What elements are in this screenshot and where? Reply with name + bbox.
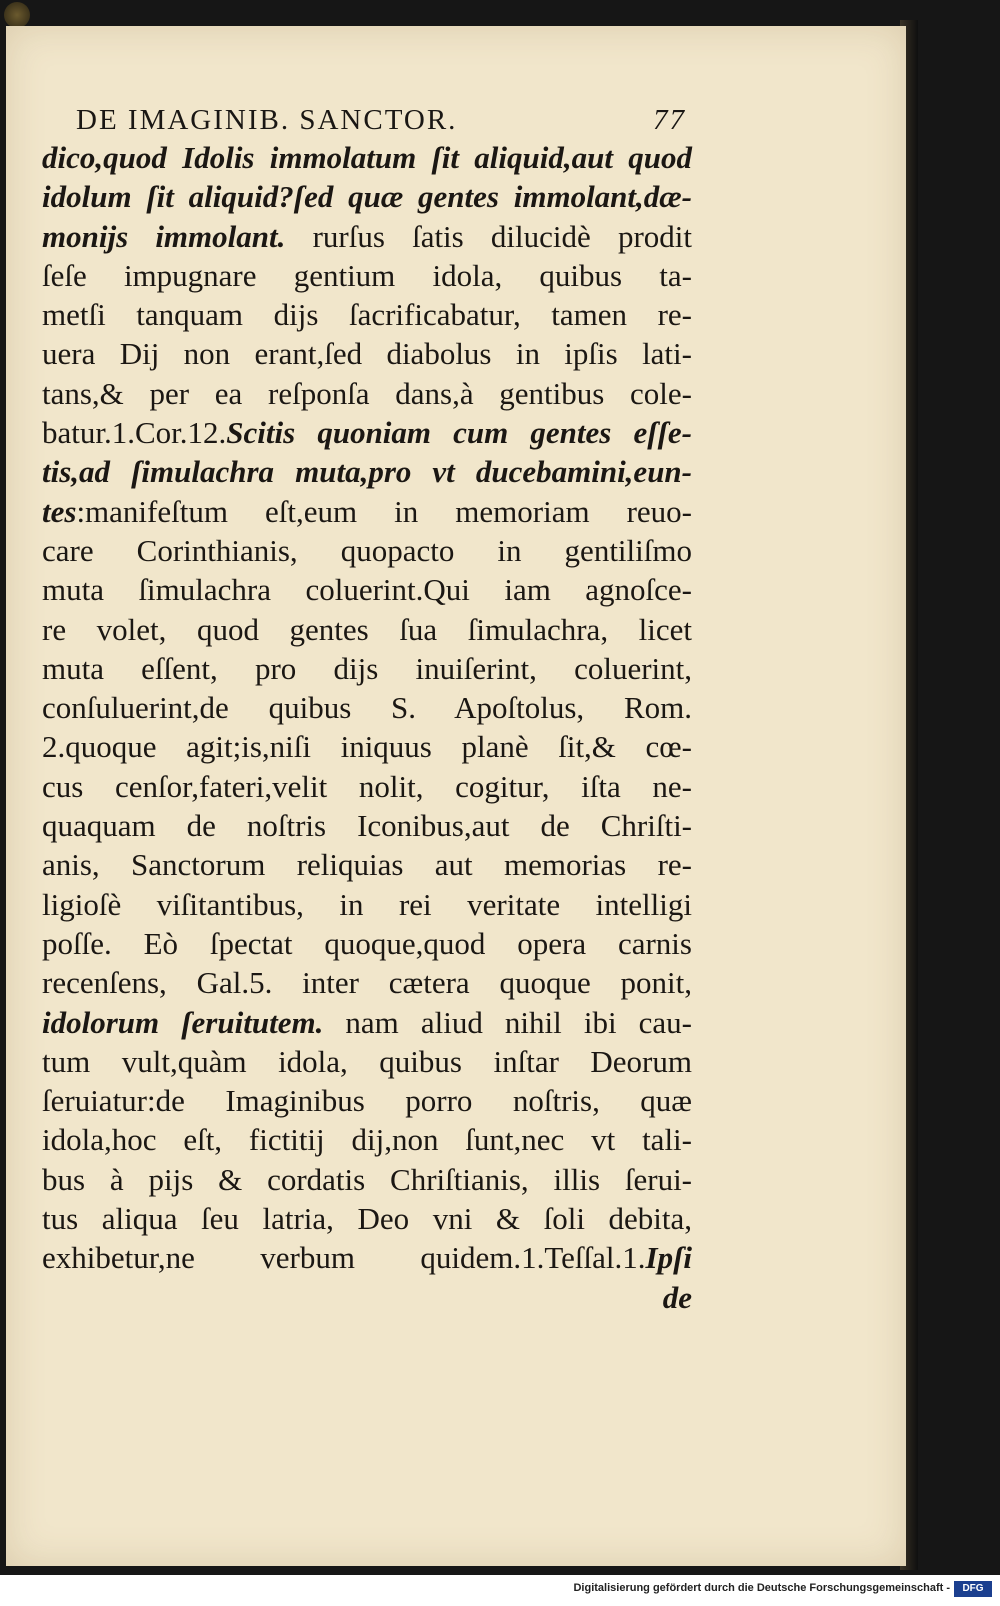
italic-span: monijs immolant. [42, 218, 286, 254]
text-line [42, 806, 692, 845]
text-line [42, 885, 692, 924]
page-number: 77 [653, 104, 686, 136]
dfg-logo: DFG [954, 1581, 992, 1597]
roman-span: uera Dij non erant,ſed diabolus in ipſis lati- [42, 336, 692, 372]
text-line [42, 649, 692, 688]
roman-span: nam aliud nihil ibi cau- [323, 1004, 693, 1040]
roman-span: batur.1.Cor.12. [42, 415, 227, 451]
roman-span: 2.quoque agit;is,niſi iniquus planè ſit,& cœ- [42, 729, 692, 765]
roman-span: tus aliqua ſeu latria, Deo vni & ſoli debita, [42, 1201, 692, 1237]
roman-span: bus à pijs & cordatis Chriſtianis, illis ſerui- [42, 1161, 692, 1197]
roman-span: re volet, quod gentes ſua ſimulachra, licet [42, 611, 692, 647]
italic-span: Ipſi [645, 1240, 692, 1276]
text-line [42, 138, 692, 177]
roman-span: anis, Sanctorum reliquias aut memorias re- [42, 847, 692, 883]
italic-span: tes [42, 493, 77, 529]
text-line [42, 1238, 692, 1277]
body-text [42, 138, 692, 1317]
roman-span: muta ſimulachra coluerint.Qui iam agnoſce- [42, 572, 692, 608]
text-line [42, 1081, 692, 1120]
text-line [42, 767, 692, 806]
roman-span: muta eſſent, pro dijs inuiſerint, coluerint, [42, 650, 692, 686]
text-line [42, 1278, 692, 1317]
text-line [42, 217, 692, 256]
text-line [42, 570, 692, 609]
italic-span: dico,quod Idolis immolatum ſit aliquid,aut quod [42, 140, 692, 175]
italic-span: idolorum ſeruitutem. [42, 1004, 324, 1040]
roman-span: ſeruiatur:de Imaginibus porro noſtris, quæ [42, 1083, 692, 1119]
roman-span: exhibetur,ne verbum quidem.1.Teſſal.1. [42, 1240, 646, 1276]
roman-span: cus cenſor,fateri,velit nolit, cogitur, iſta ne- [42, 768, 692, 804]
roman-span: poſſe. Eò ſpectat quoque,quod opera carnis [42, 925, 692, 961]
text-line [42, 492, 692, 531]
text-line [42, 1042, 692, 1081]
text-line [42, 688, 692, 727]
roman-span: quaquam de noſtris Iconibus,aut de Chriſti- [42, 808, 692, 844]
binding-ornament [4, 2, 30, 28]
italic-span: de [662, 1279, 692, 1315]
text-line [42, 374, 692, 413]
italic-span: idolum ſit aliquid?ſed quæ gentes immolant,dæ- [42, 179, 692, 215]
text-line [42, 845, 692, 884]
text-line [42, 924, 692, 963]
roman-span: ſeſe impugnare gentium idola, quibus ta- [42, 257, 692, 293]
roman-span: tum vult,quàm idola, quibus inſtar Deorum [42, 1043, 692, 1079]
text-line [42, 963, 692, 1002]
italic-span: Scitis quoniam cum gentes eſſe- [226, 415, 692, 451]
text-line [42, 1160, 692, 1199]
text-line [42, 531, 692, 570]
roman-span: metſi tanquam dijs ſacrificabatur, tamen re- [42, 297, 692, 333]
roman-span: :manifeſtum eſt,eum in memoriam reuo- [76, 493, 692, 529]
roman-span: recenſens, Gal.5. inter cætera quoque ponit, [42, 965, 692, 1001]
text-line [42, 1199, 692, 1238]
text-line [42, 727, 692, 766]
roman-span: rurſus ſatis dilucidè prodit [285, 218, 693, 254]
roman-span: conſuluerint,de quibus S. Apoſtolus, Rom. [42, 690, 692, 726]
roman-span: tans,& per ea reſponſa dans,à gentibus cole- [42, 375, 692, 411]
funding-credit: Digitalisierung gefördert durch die Deutsche Forschungsgemeinschaft - [573, 1582, 950, 1594]
text-line [42, 256, 692, 295]
text-line [42, 452, 692, 491]
roman-span: ligioſè viſitantibus, in rei veritate intelligi [42, 886, 692, 922]
text-line [42, 1003, 692, 1042]
text-line [42, 610, 692, 649]
text-line [42, 177, 692, 216]
text-line [42, 334, 692, 373]
italic-span: tis,ad ſimulachra muta,pro vt ducebamini,eun- [42, 454, 692, 490]
text-line [42, 295, 692, 334]
roman-span: idola,hoc eſt, fictitij dij,non ſunt,nec vt tali- [42, 1122, 692, 1158]
text-line [42, 1120, 692, 1159]
roman-span: care Corinthianis, quopacto in gentiliſmo [42, 532, 692, 568]
footer-strip [0, 1575, 1000, 1606]
text-line [42, 413, 692, 452]
running-head-title: DE IMAGINIB. SANCTOR. [76, 104, 458, 136]
